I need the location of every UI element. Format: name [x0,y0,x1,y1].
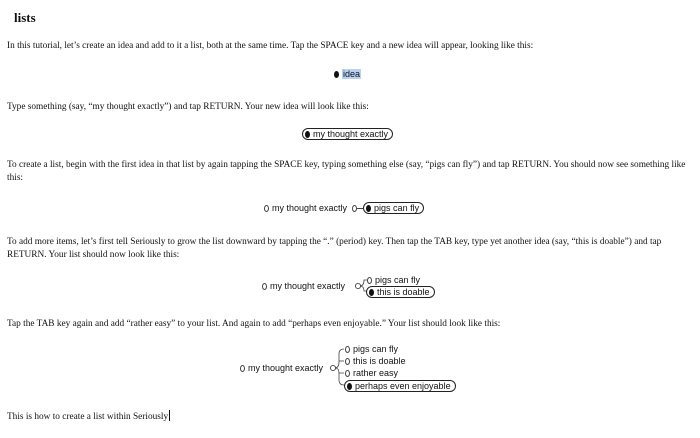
paragraph-intro: In this tutorial, let’s create an idea and add to it a list, both at the same time. Tap the SPACE key and a new idea will appear, looking like this: [7,41,534,51]
idea-label[interactable]: pigs can fly [375,275,421,285]
list-item [344,380,456,392]
idea-label[interactable]: my thought exactly [248,363,324,373]
idea-label[interactable]: idea [343,69,361,79]
idea-label[interactable]: this is doable [353,356,406,366]
idea-label[interactable]: my thought exactly [270,281,346,291]
example-thought [302,128,393,140]
idea-label[interactable]: my thought exactly [272,203,348,213]
idea-dot-icon [345,346,350,353]
idea-dot-icon [345,358,350,365]
idea-dot-icon [264,205,269,212]
idea-pill-doable[interactable] [366,286,435,298]
paragraph-add-items: To add more items, let’s first tell Seriously to grow the list downward by tapping the “.” (period) key. Then tap the TAB key, type yet another idea (say, “this is doable”) and tap RETURN. Your list should now look like this: [7,237,662,260]
example-list-three-root [240,363,323,373]
idea-dot-icon [305,131,310,138]
paragraph-create-list: To create a list, begin with the first idea in that list by again tapping the SPACE key, typing something else (say, “pigs can fly”) and tap RETURN. You should now see something like this: [7,160,686,183]
list-item [345,344,398,354]
example-new-idea [334,69,361,79]
idea-dot-icon [334,71,339,78]
list-item [345,368,398,378]
closing-text: This is how to create a list within Seriously [7,412,169,422]
idea-dot-icon [240,365,245,372]
idea-dot-icon [262,283,267,290]
idea-pill-enjoyable[interactable] [344,380,456,392]
closing-line[interactable] [7,410,170,424]
page-title: lists [14,10,36,25]
text-cursor [169,410,170,421]
idea-label[interactable]: rather easy [353,368,399,378]
idea-label: my thought exactly [313,129,389,139]
list-item [367,275,420,285]
idea-pill-thought[interactable] [302,128,393,140]
idea-pill-pigs[interactable] [363,202,424,214]
idea-label: perhaps even enjoyable [355,381,451,391]
idea-dot-icon [366,205,371,212]
idea-dot-icon [367,277,372,284]
idea-dot-icon [369,289,374,296]
paragraph-tab-again: Tap the TAB key again and add “rather easy” to your list. And again to add “perhaps even enjoyable.” Your list should look like this: [7,319,501,329]
idea-dot-icon [345,370,350,377]
idea-label: pigs can fly [374,203,420,213]
list-item [345,356,406,366]
idea-dot-icon [347,383,352,390]
idea-label: this is doable [377,287,430,297]
example-list-one [264,202,424,214]
example-list-two-root [262,281,345,291]
list-item [366,286,435,298]
idea-label[interactable]: pigs can fly [353,344,399,354]
paragraph-type-something: Type something (say, “my thought exactly”) and tap RETURN. Your new idea will look like this: [7,102,369,112]
